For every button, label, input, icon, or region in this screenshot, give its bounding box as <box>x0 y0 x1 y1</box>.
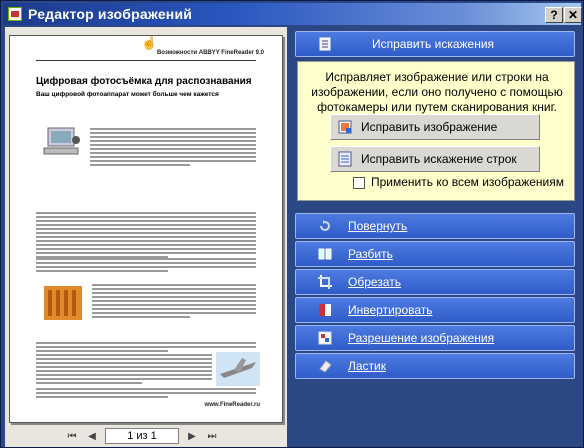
resolution-command[interactable] <box>295 325 575 351</box>
apply-all-label[interactable]: Применить ко всем изображениям <box>371 175 564 189</box>
doc-text-line <box>90 152 256 154</box>
fix-lines-button[interactable] <box>330 146 540 172</box>
doc-title: Цифровая фотосъёмка для распознавания <box>36 76 252 87</box>
doc-text-line <box>36 252 256 254</box>
crop-command[interactable] <box>295 269 575 295</box>
doc-text-line <box>36 258 256 260</box>
doc-text-line <box>36 266 256 268</box>
doc-text-line <box>92 304 256 306</box>
page-navigator <box>65 427 255 445</box>
doc-text-line <box>36 236 256 238</box>
crop-icon <box>318 275 332 289</box>
first-page-button[interactable]: ⏮ <box>67 430 77 442</box>
preview-pane <box>5 27 287 447</box>
books-illustration <box>42 282 84 324</box>
doc-text-line <box>92 316 190 318</box>
hand-cursor-icon: ☝ <box>141 35 158 50</box>
doc-text-line <box>92 300 256 302</box>
doc-text-line <box>36 392 256 394</box>
fix-image-button[interactable] <box>330 114 540 140</box>
doc-text-line <box>90 132 256 134</box>
doc-text-line <box>36 366 212 368</box>
doc-text-line <box>92 288 256 290</box>
rotate-command[interactable] <box>295 213 575 239</box>
doc-text-line <box>90 148 256 150</box>
doc-text-line <box>36 370 212 372</box>
document-preview[interactable] <box>9 35 283 423</box>
rotate-label: Повернуть <box>348 219 408 233</box>
doc-text-line <box>36 248 256 250</box>
tools-pane <box>291 27 581 447</box>
page-indicator[interactable]: 1 из 1 <box>105 428 179 444</box>
fix-image-label: Исправить изображение <box>361 120 498 134</box>
fix-lines-label: Исправить искажение строк <box>361 152 517 166</box>
doc-text-line <box>36 350 168 352</box>
doc-text-line <box>90 164 190 166</box>
fix-distortion-command[interactable] <box>295 31 575 57</box>
close-button[interactable]: ✕ <box>564 7 582 23</box>
doc-text-line <box>36 358 212 360</box>
fix-distortion-label: Исправить искажения <box>372 37 495 51</box>
doc-text-line <box>36 212 256 214</box>
doc-text-line <box>90 140 256 142</box>
doc-text-line <box>36 224 256 226</box>
invert-label: Инвертировать <box>348 303 433 317</box>
invert-icon <box>318 303 332 317</box>
doc-text-line <box>36 240 256 242</box>
doc-text-line <box>36 382 142 384</box>
eraser-command[interactable] <box>295 353 575 379</box>
eraser-label: Ластик <box>348 359 386 373</box>
doc-text-line <box>36 232 256 234</box>
doc-text-line <box>36 362 212 364</box>
doc-text-line <box>36 228 256 230</box>
window-title: Редактор изображений <box>28 6 193 22</box>
help-button[interactable]: ? <box>545 7 563 23</box>
lines-fix-icon <box>337 151 353 167</box>
doc-text-line <box>36 354 212 356</box>
doc-text-line <box>36 262 256 264</box>
invert-command[interactable] <box>295 297 575 323</box>
doc-text-line <box>90 160 256 162</box>
panel-description: Исправляет изображение или строки на изображении, если оно получено с помощью фотокамеры или путем сканирования книг. <box>311 70 563 114</box>
apply-all-checkbox[interactable] <box>353 177 365 189</box>
title-bar <box>3 3 581 25</box>
last-page-button[interactable]: ⏭ <box>207 430 217 442</box>
eraser-icon <box>318 359 332 373</box>
photo-fix-icon <box>337 119 353 135</box>
doc-text-line <box>36 220 256 222</box>
doc-text-line <box>92 292 256 294</box>
airplane-illustration <box>216 352 260 386</box>
doc-text-line <box>92 284 256 286</box>
doc-text-line <box>90 136 256 138</box>
split-label: Разбить <box>348 247 393 261</box>
document-fix-icon <box>318 37 332 51</box>
doc-text-line <box>90 128 256 130</box>
crop-label: Обрезать <box>348 275 401 289</box>
computer-illustration <box>42 126 82 160</box>
doc-text-line <box>92 312 256 314</box>
app-icon <box>8 7 22 21</box>
doc-text-line <box>90 156 256 158</box>
doc-text-line <box>92 308 256 310</box>
split-icon <box>318 247 332 261</box>
resolution-icon <box>318 331 332 345</box>
doc-text-line <box>36 378 212 380</box>
prev-page-button[interactable]: ◀ <box>88 430 96 442</box>
resolution-label: Разрешение изображения <box>348 331 495 345</box>
doc-text-line <box>36 270 168 272</box>
doc-header: Возможности ABBYY FineReader 9.0 <box>156 50 264 56</box>
doc-text-line <box>36 396 168 398</box>
doc-subtitle: Ваш цифровой фотоаппарат может больше чем кажется <box>36 91 219 98</box>
doc-text-line <box>90 144 256 146</box>
doc-text-line <box>36 244 256 246</box>
doc-footer: www.FineReader.ru <box>204 402 260 408</box>
doc-text-line <box>92 296 256 298</box>
doc-text-line <box>36 346 256 348</box>
rotate-icon <box>318 219 332 233</box>
next-page-button[interactable]: ▶ <box>188 430 196 442</box>
split-command[interactable] <box>295 241 575 267</box>
doc-rule <box>36 60 256 61</box>
doc-text-line <box>36 388 256 390</box>
doc-text-line <box>36 374 212 376</box>
doc-text-line <box>36 342 256 344</box>
doc-text-line <box>36 216 256 218</box>
